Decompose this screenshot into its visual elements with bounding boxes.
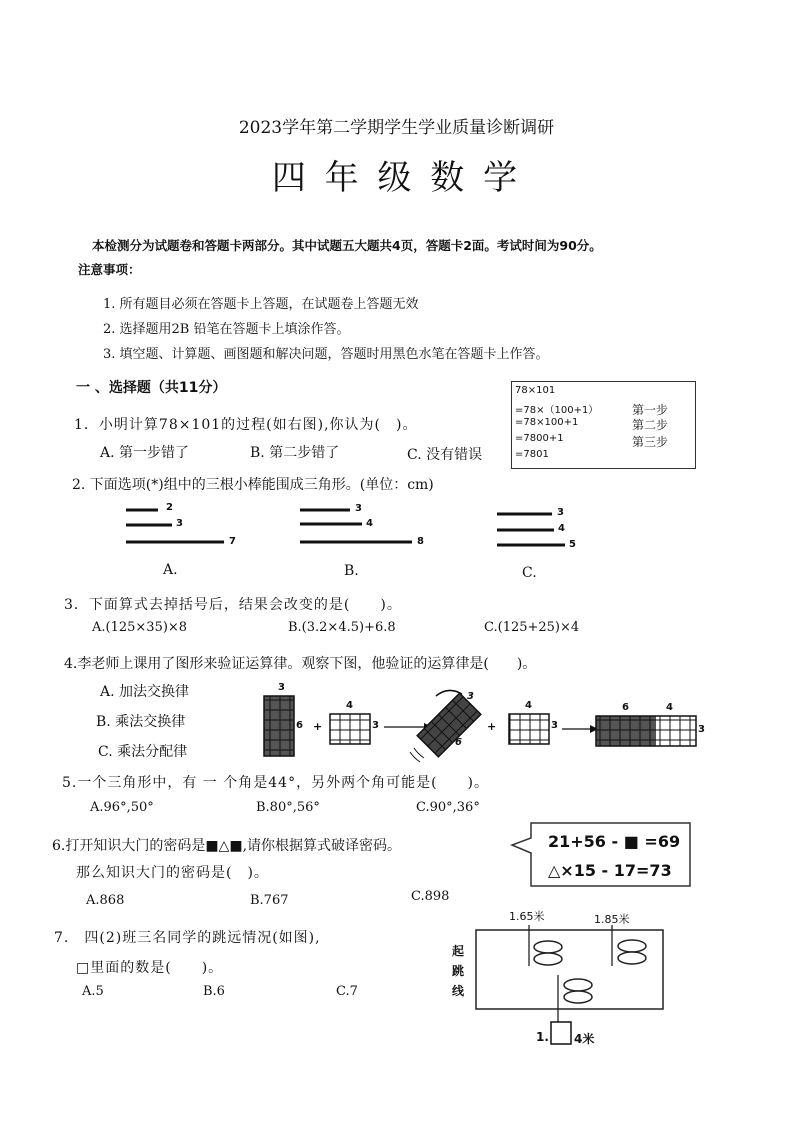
q1-option-b: B. 第二步错了 — [250, 445, 340, 461]
grid-label: 3 — [278, 682, 285, 693]
grid-label: 4 — [346, 700, 353, 711]
grid-label: 4 — [525, 700, 532, 711]
q2-option-b: B. — [344, 563, 359, 579]
q2-option-c: C. — [522, 565, 537, 581]
q6-stem-2: 那么知识大门的密码是( )。 — [76, 865, 269, 881]
section-title: 一 、选择题（共11分） — [76, 380, 227, 396]
q5-option-b: B.80°,56° — [256, 800, 320, 815]
q3-option-a: A.(125×35)×8 — [92, 620, 188, 635]
q7-stem-2: □里面的数是( )。 — [76, 960, 224, 976]
grid-label: 4 — [666, 702, 673, 713]
subject-title: 四 年 级 数 学 — [271, 158, 522, 198]
answer-box — [551, 1022, 571, 1044]
q6-option-b: B.767 — [250, 893, 289, 908]
stick-label: 5 — [569, 539, 576, 550]
distance-prefix: 1. — [536, 1030, 549, 1044]
q4-option-b: B. 乘法交换律 — [96, 714, 186, 730]
grid-label: 3 — [372, 720, 379, 731]
step-label: 第一步 — [632, 403, 669, 417]
grid-label: 3 — [467, 691, 474, 702]
q7-option-c: C.7 — [336, 984, 358, 999]
stick-label: 2 — [166, 502, 173, 513]
plus-sign: + — [313, 720, 323, 733]
footprints — [534, 940, 646, 1003]
notice-3: 3. 填空题、计算题、画图题和解决问题，答题时用黑色水笔在答题卡上作答。 — [103, 347, 549, 362]
stick-label: 4 — [366, 518, 373, 529]
q2-option-a: A. — [163, 562, 178, 578]
plus-sign: + — [487, 720, 497, 733]
distance-suffix: 4米 — [574, 1032, 595, 1046]
stick-label: 3 — [557, 507, 564, 518]
bubble-equation-1: 21+56 - ■ =69 — [548, 832, 681, 851]
stick-label: 3 — [355, 503, 362, 514]
calc-line: 78×101 — [515, 385, 556, 396]
calc-line: =7801 — [515, 449, 549, 460]
calc-line: =7800+1 — [515, 433, 564, 444]
q6-stem-1: 6.打开知识大门的密码是■△■,请你根据算式破译密码。 — [52, 838, 402, 854]
q1-option-a: A. 第一步错了 — [100, 445, 190, 461]
q6-option-c: C.898 — [411, 889, 450, 904]
q4-option-a: A. 加法交换律 — [100, 684, 190, 700]
notice-label: 注意事项： — [78, 262, 141, 277]
calc-line: =78×100+1 — [515, 417, 579, 428]
start-line-char: 线 — [452, 984, 465, 998]
grid-label: 6 — [296, 720, 303, 731]
grid-label: 6 — [455, 737, 462, 748]
q5-option-a: A.96°,50° — [90, 800, 154, 815]
grid-label: 3 — [551, 720, 558, 731]
stick-label: 8 — [417, 536, 424, 547]
q3-stem: 3．下面算式去掉括号后，结果会改变的是( )。 — [64, 597, 402, 613]
mark-label: 1.65米 — [509, 910, 545, 923]
q5-stem: 5.一个三角形中，有 一 个角是44°，另外两个角可能是( )。 — [62, 775, 489, 791]
stick-label: 3 — [176, 518, 183, 529]
q7-stem-1: 7. 四(2)班三名同学的跳远情况(如图), — [54, 930, 321, 946]
q4-stem: 4.李老师上课用了图形来验证运算律。观察下图，他验证的运算律是( )。 — [64, 656, 537, 672]
start-line-char: 跳 — [452, 964, 465, 978]
q3-option-c: C.(125+25)×4 — [484, 620, 580, 635]
exam-title: 2023学年第二学期学生学业质量诊断调研 — [238, 118, 555, 138]
q7-option-a: A.5 — [82, 984, 104, 999]
q3-option-b: B.(3.2×4.5)+6.8 — [288, 620, 396, 635]
grid-label: 6 — [622, 702, 629, 713]
q5-option-c: C.90°,36° — [416, 800, 480, 815]
notice-1: 1. 所有题目必须在答题卡上答题，在试题卷上答题无效 — [103, 297, 419, 312]
mark-label: 1.85米 — [594, 913, 630, 926]
notice-2: 2. 选择题用2B 铅笔在答题卡上填涂作答。 — [103, 322, 350, 337]
calc-line: =78×（100+1） — [515, 405, 599, 416]
q2-stem: 2. 下面选项(*)组中的三根小棒能围成三角形。(单位：cm) — [72, 477, 434, 493]
q6-option-a: A.868 — [86, 893, 125, 908]
q7-option-b: B.6 — [203, 984, 225, 999]
stick-label: 4 — [558, 523, 565, 534]
start-line-char: 起 — [452, 944, 465, 958]
exam-description: 本检测分为试题卷和答题卡两部分。其中试题五大题共4页，答题卡2面。考试时间为90分。 — [92, 238, 602, 253]
q4-option-c: C. 乘法分配律 — [98, 744, 188, 760]
step-label: 第二步 — [632, 418, 669, 432]
grid-label: 3 — [698, 724, 705, 735]
bubble-equation-2: △×15 - 17=73 — [548, 861, 672, 880]
q1-option-c: C. 没有错误 — [407, 447, 483, 463]
stick-label: 7 — [229, 536, 236, 547]
step-label: 第三步 — [632, 435, 669, 449]
q1-stem: 1．小明计算78×101的过程(如右图),你认为( )。 — [74, 417, 418, 433]
